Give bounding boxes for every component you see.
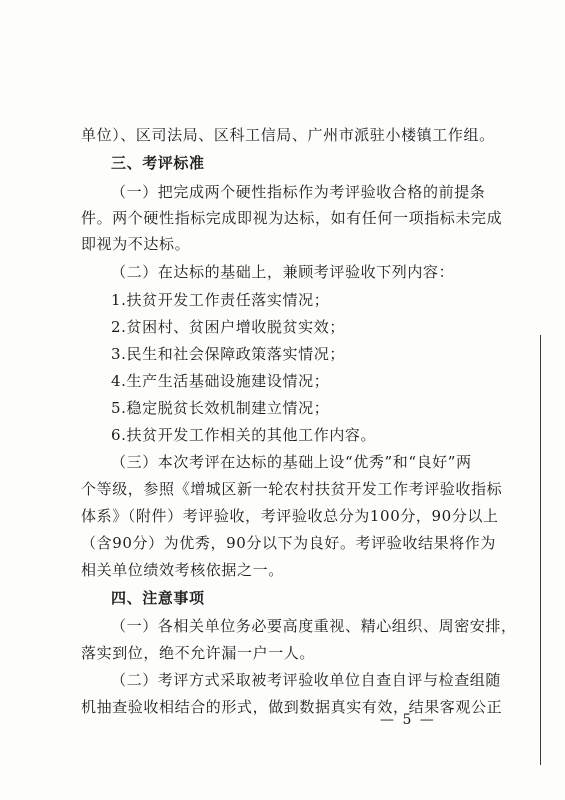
text-line-20: 落实到位，绝不允许漏一户一人。 (81, 644, 316, 662)
text-line-4: 件。两个硬性指标完成即视为达标，如有任何一项指标未完成 (81, 209, 503, 227)
text-line-22: 机抽查验收相结合的形式，做到数据真实有效，结果客观公正 (81, 698, 503, 716)
text-line-15: 体系》（附件）考评验收，考评验收总分为100分，90分以上 (81, 507, 499, 525)
text-line-21: （二）考评方式采取被考评验收单位自查自评与检查组随 (111, 671, 502, 689)
list-item-6: 6.扶贫开发工作相关的其他工作内容。 (111, 426, 377, 444)
page-number: — 5 — (380, 712, 436, 728)
text-line-1: 单位）、区司法局、区科工信局、广州市派驻小楼镇工作组。 (81, 126, 495, 144)
section-heading-3: 三、考评标准 (111, 154, 205, 172)
scan-edge-line (540, 335, 541, 765)
text-line-3: （一）把完成两个硬性指标作为考评验收合格的前提条 (111, 183, 486, 201)
list-item-5: 5.稳定脱贫长效机制建立情况； (111, 399, 330, 417)
list-item-2: 2.贫困村、贫困户增收脱贫实效； (111, 318, 345, 336)
section-heading-4: 四、注意事项 (111, 589, 205, 607)
text-line-19: （一）各相关单位务必要高度重视、精心组织、周密安排， (111, 617, 517, 635)
list-item-1: 1.扶贫开发工作责任落实情况； (111, 291, 330, 309)
text-line-13: （三）本次考评在达标的基础上设“优秀”和“良好”两 (111, 453, 472, 471)
list-item-3: 3.民生和社会保障政策落实情况； (111, 345, 345, 363)
text-line-5: 即视为不达标。 (81, 235, 191, 253)
text-line-17: 相关单位绩效考核依据之一。 (81, 561, 284, 579)
text-line-16: （含90分）为优秀，90分以下为良好。考评验收结果将作为 (81, 534, 496, 552)
text-line-6: （二）在达标的基础上，兼顾考评验收下列内容： (111, 263, 455, 281)
list-item-4: 4.生产生活基础设施建设情况； (111, 372, 330, 390)
text-line-14: 个等级，参照《增城区新一轮农村扶贫开发工作考评验收指标 (81, 480, 503, 498)
